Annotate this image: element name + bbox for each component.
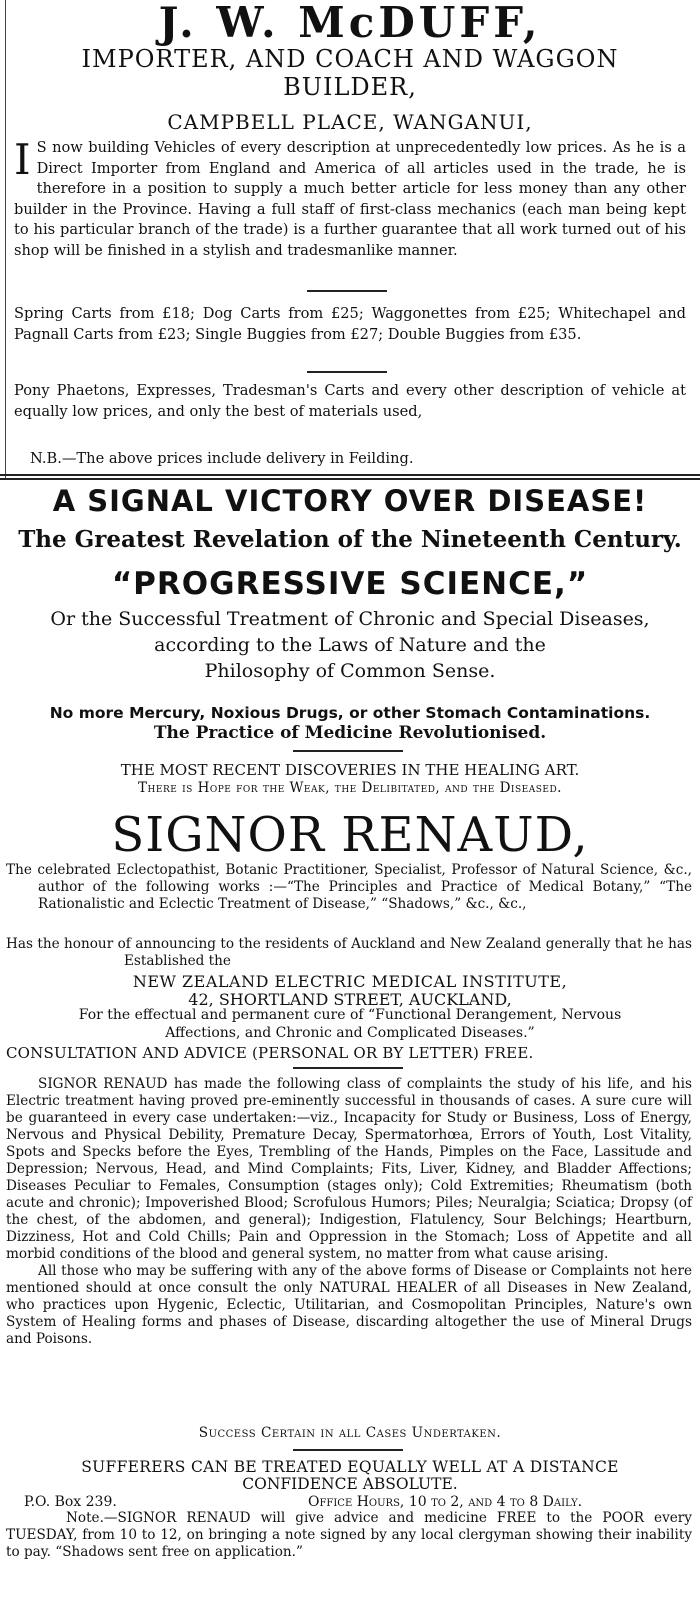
subtitle-line1: Or the Successful Treatment of Chronic and Special Diseases, bbox=[50, 608, 650, 630]
mcduff-address: CAMPBELL PLACE, WANGANUI, bbox=[167, 110, 533, 134]
headline: A SIGNAL VICTORY OVER DISEASE! bbox=[52, 484, 648, 518]
subtitle-line2: according to the Laws of Nature and the bbox=[154, 634, 546, 656]
for-cure: For the effectual and permanent cure of “Functional Derangement, Nervous Affections, and Chronic and Complicated Diseases.” bbox=[78, 1007, 622, 1041]
divider bbox=[293, 1449, 403, 1451]
divider bbox=[307, 290, 387, 292]
recent-discoveries: THE MOST RECENT DISCOVERIES IN THE HEALING ART. bbox=[120, 761, 580, 779]
complaints-body: SIGNOR RENAUD has made the following class of complaints the study of his life, and his Electric treatment having proved pre-eminently successful in thousands of cases. A sure cure will be guaranteed in every case undertaken:—viz., Incapacity for Study or Business, Loss of Energy, Nervous and Physical Debility, Premature Decay, Spermatorhœa, Errors of Youth, Lost Vitality, Spots and Specks before the Eyes, Trembling of the Hands, Pimples on the Face, Lassitude and Depression; Nervous, Head, and Mind Complaints; Fits, Liver, Kidney, and Bladder Affections; Diseases Peculiar to Females, Consumption (stages only); Cold Extremities; Rheumatism (both acute and chronic); Impoverished Blood; Scrofulous Humors; Piles; Neuralgia; Sciatica; Dropsy (of the chest, of the abdomen, and general); Indigestion, Flatulency, Sour Belchings; Heartburn, Dizziness, Hot and Cold Chills; Pain and Oppression in the Stomach; Loss of Appetite and all morbid conditions of the blood and general system, no matter from what cause arising. All those who may be suffering with any of the above forms of Disease or Complaints not here mentioned should at once consult the only NATURAL HEALER of all Diseases in New Zealand, who practices upon Hygenic, Eclectic, Utilitarian, and Cosmopolitan Principles, Nature's own System of Healing forms and phases of Disease, discarding altogether the use of Mineral Drugs and Poisons. bbox=[6, 1076, 692, 1347]
confidence-absolute: CONFIDENCE ABSOLUTE. bbox=[242, 1475, 458, 1493]
ad-separator bbox=[0, 478, 700, 480]
intro-text: S now building Vehicles of every description at unprecedentedly low prices. As he is a Direct Importer from England and America of all articles used in the trade, he is therefore in a position to supply a much better article for less money than any other builder in the Province. Having a full staff of first-class mechanics (each man being kept to his particular branch of the trade) is a further guarantee that all work turned out of his shop will be finished in a stylish and tradesmanlike manner. bbox=[14, 139, 686, 259]
mcduff-others: Pony Phaetons, Expresses, Tradesman's Carts and every other description of vehicle at equally low prices, and only the best of materials used, bbox=[14, 382, 686, 420]
progressive-science-title: “PROGRESSIVE SCIENCE,” bbox=[111, 566, 589, 602]
no-more-line2: The Practice of Medicine Revolutionised. bbox=[153, 723, 547, 743]
column-border bbox=[5, 0, 6, 480]
institute-name: NEW ZEALAND ELECTRIC MEDICAL INSTITUTE, bbox=[132, 972, 568, 991]
divider bbox=[307, 371, 387, 373]
divider bbox=[293, 750, 403, 752]
no-more-line1: No more Mercury, Noxious Drugs, or other Stomach Contaminations. bbox=[49, 704, 651, 722]
sufferers-line: SUFFERERS CAN BE TREATED EQUALLY WELL AT A DISTANCE bbox=[81, 1458, 619, 1476]
institute-address: 42, SHORTLAND STREET, AUCKLAND, bbox=[188, 990, 512, 1009]
subtitle-line3: Philosophy of Common Sense. bbox=[204, 660, 496, 682]
mcduff-trade-line1: IMPORTER, AND COACH AND WAGGON bbox=[81, 45, 619, 73]
poor-note: Note.—SIGNOR RENAUD will give advice and medicine FREE to the POOR every TUESDAY, from 10 to 12, on bringing a note signed by any local clergyman showing their inability to pay. “Shadows sent free on application.” bbox=[6, 1510, 692, 1560]
office-hours: Office Hours, 10 to 2, and 4 to 8 Daily. bbox=[308, 1494, 583, 1510]
drop-cap: I bbox=[14, 135, 31, 184]
mcduff-trade-line2: BUILDER, bbox=[283, 73, 417, 101]
po-box: P.O. Box 239. bbox=[24, 1494, 117, 1510]
success-certain: Success Certain in all Cases Undertaken. bbox=[198, 1425, 502, 1441]
signor-renaud-name: SIGNOR RENAUD, bbox=[111, 807, 589, 863]
mcduff-note: N.B.—The above prices include delivery in Feilding. bbox=[30, 450, 414, 467]
mcduff-intro bbox=[14, 135, 686, 261]
consultation-free: CONSULTATION AND ADVICE (PERSONAL OR BY LETTER) FREE. bbox=[6, 1044, 534, 1062]
ad-separator bbox=[0, 474, 700, 476]
divider bbox=[293, 1067, 403, 1069]
announcement: Has the honour of announcing to the residents of Auckland and New Zealand generally that he has Established the bbox=[6, 936, 692, 969]
mcduff-name: J. W. McDUFF, bbox=[158, 0, 542, 47]
mcduff-prices: Spring Carts from £18; Dog Carts from £25; Waggonettes from £25; Whitechapel and Pagnall Carts from £23; Single Buggies from £27; Double Buggies from £35. bbox=[14, 305, 686, 343]
credentials: The celebrated Eclectopathist, Botanic Practitioner, Specialist, Professor of Natural Science, &c., author of the following works :—“The Principles and Practice of Medical Botany,” “The Rationalistic and Eclectic Treatment of Disease,” “Shadows,” &c., &c., bbox=[6, 862, 692, 912]
hope-line: There is Hope for the Weak, the Delibitated, and the Diseased. bbox=[138, 780, 562, 796]
subheadline: The Greatest Revelation of the Nineteenth Century. bbox=[18, 526, 682, 553]
